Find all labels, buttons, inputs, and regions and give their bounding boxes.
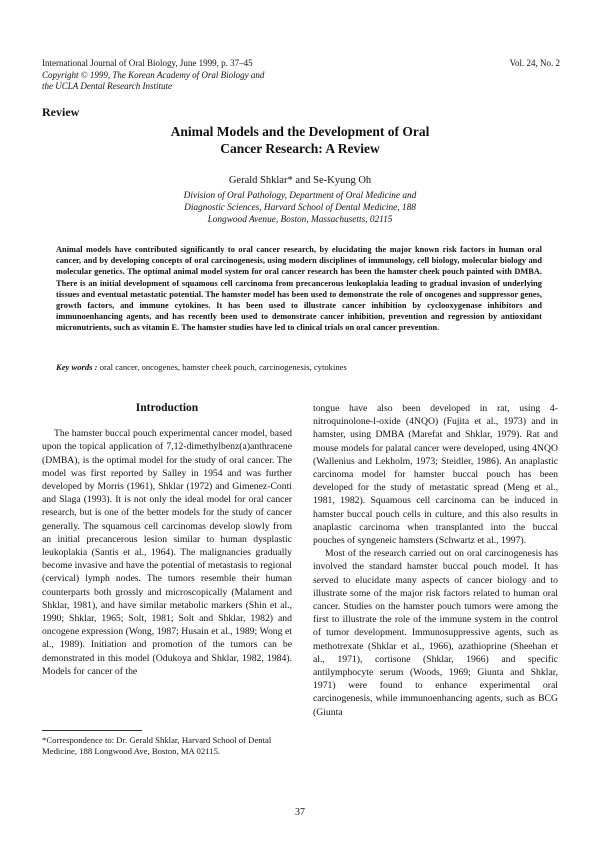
- body-paragraph: Most of the research carried out on oral carcinogenesis has involved the standard hamster buccal pouch model. It has served to elucidate many aspects of cancer biology and to illustrate some of the major risk factors related to human oral cancer. Studies on the hamster pouch tumors were among the first to illustrate the role of the immune system in the control of tumor development. Immunosuppressive agents, such as methotrexate (Shklar et al., 1966), azathioprine (Sheehan et al., 1971), cortisone (Shklar, 1966) and specific antilymphocyte serum (Woods, 1969; Giunta and Shklar, 1971) were found to enhance experimental oral carcinogenesis, while immunoenhancing agents, such as BCG (Giunta: [313, 548, 558, 718]
- footnote-rule: [42, 730, 142, 731]
- title-line-2: Cancer Research: A Review: [220, 140, 380, 156]
- body-paragraph: tongue have also been developed in rat, using 4-nitroquinolone-l-oxide (4NQO) (Fujita et al., 1973) and in hamster, using DMBA (Marefat and Shklar, 1979). Rat and mouse models for palatal cancer were developed, using 4NQO (Wallenius and Lekholm, 1973; Steidler, 1986). An anaplastic carcinoma model for hamster buccal pouch has been developed for the study of metastatic spread (Meng et al., 1981, 1982). Squamous cell carcinoma can be induced in hamster buccal pouch cells in culture, and this also results in anaplastic carcinoma when transplanted into the buccal pouches of syngeneic hamsters (Schwartz et al., 1997).: [313, 403, 558, 547]
- affiliation-line: Diagnostic Sciences, Harvard School of Dental Medicine, 188: [184, 203, 416, 213]
- left-column: [42, 402, 292, 678]
- abstract: Animal models have contributed significantly to oral cancer research, by elucidating the major known risk factors in human oral cancer, and by developing concepts of oral carcinogenesis, using modern disciplines of immunology, cell biology, molecular biology and molecular genetics. The optimal animal model system for oral cancer research has been the hamster cheek pouch painted with DMBA. There is an initial development of squamous cell carcinoma from precancerous leukoplakia leading to gradual invasion of underlying tissues and eventual metastatic potential. The hamster model has been used to demonstrate the role of oncogenes and suppressor genes, growth factors, and immune cytokines. It has been used to illustrate cancer inhibition by cyclooxygenase inhibitors and immunoenhancing agents, and has recently been used to demonstrate cancer inhibition, prevention and regression by antioxidant micronutrients, such as vitamin E. The hamster studies have led to clinical trials on oral cancer prevention.: [56, 245, 542, 333]
- affiliation: [0, 190, 600, 226]
- right-column: [313, 402, 558, 719]
- journal-citation: [42, 58, 402, 93]
- page-number: 37: [295, 807, 305, 818]
- affiliation-line: Longwood Avenue, Boston, Massachusetts, 02115: [207, 215, 393, 225]
- copyright-line: Copyright © 1999, The Korean Academy of Oral Biology and: [42, 69, 265, 80]
- paper-title: [0, 124, 600, 157]
- authors: Gerald Shklar* and Se-Kyung Oh: [228, 175, 372, 186]
- affiliation-line: Division of Oral Pathology, Department of Oral Medicine and: [183, 191, 417, 201]
- keywords-list: oral cancer, oncogenes, hamster cheek pouch, carcinogenesis, cytokines: [99, 362, 347, 372]
- body-paragraph: The hamster buccal pouch experimental cancer model, based upon the topical application of 7,12-dimethylbenz(a)anthracene (DMBA), is the optimal model for the study of oral cancer. The model was first reported by Salley in 1954 and was further developed by Morris (1961), Shklar (1972) and Gimenez-Conti and Slaga (1993). It is not only the ideal model for oral cancer research, but is one of the better models for the study of cancer generally. The squamous cell carcinomas develop slowly from an initial precancerous lesion similar to human dysplastic leukoplakia (Santis et al., 1964). The malignancies gradually become invasive and have the potential of metastasis to regional (cervical) lymph nodes. The tumors resemble their human counterparts both grossly and microscopically (Malament and Shklar, 1981), and have similar metabolic markers (Shin et al., 1990; Shklar, 1965; Solt, 1981; Solt and Shklar, 1982) and oncogene expression (Wong, 1987; Husain et al., 1989; Wong et al., 1989). Initiation and promotion of the tumors can be demonstrated in this model (Odukoya and Shklar, 1982, 1984). Models for cancer of the: [42, 428, 292, 677]
- journal-line: International Journal of Oral Biology, June 1999, p. 37–45: [42, 58, 253, 68]
- keywords-label: Key words :: [56, 362, 98, 372]
- volume-issue: Vol. 24, No. 2: [509, 58, 560, 68]
- section-label: Review: [42, 105, 80, 119]
- footnote: *Correspondence to: Dr. Gerald Shklar, Harvard School of Dental Medicine, 188 Longwood Ave, Boston, MA 02115.: [42, 735, 272, 756]
- intro-heading: Introduction: [135, 402, 199, 414]
- keywords: [56, 362, 542, 373]
- copyright-line-2: the UCLA Dental Research Institute: [42, 81, 172, 91]
- title-line-1: Animal Models and the Development of Oral: [170, 124, 430, 139]
